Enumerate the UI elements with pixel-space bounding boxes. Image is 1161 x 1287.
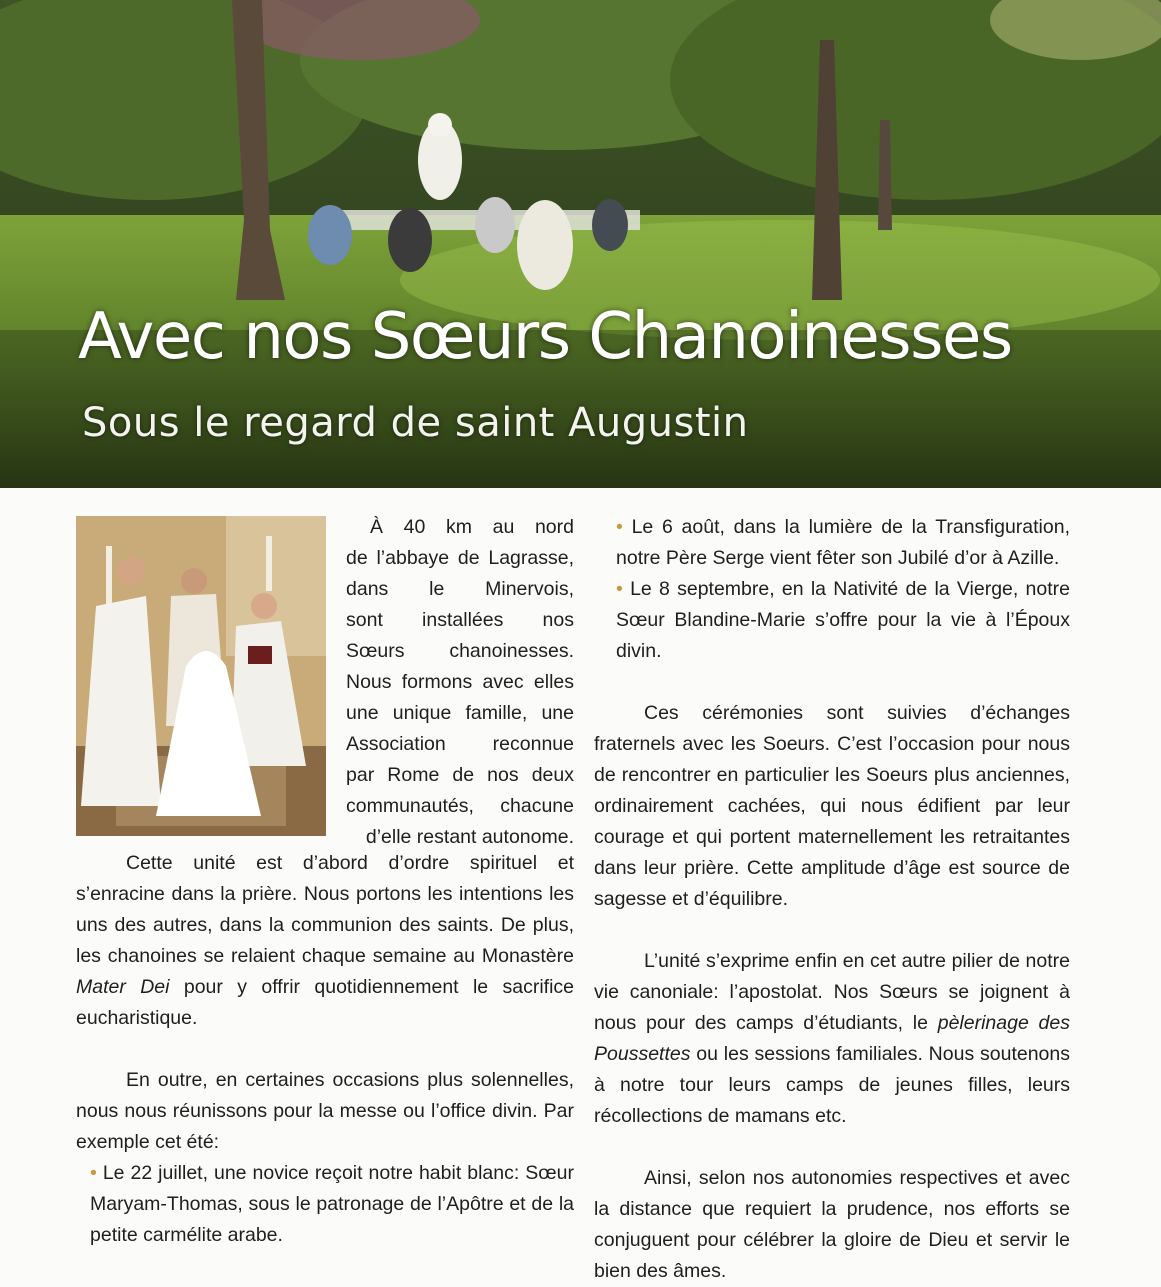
page-title: Avec nos Sœurs Chanoinesses (78, 300, 1012, 374)
right-column (594, 512, 1070, 1287)
page-subtitle: Sous le regard de saint Augustin (82, 400, 749, 446)
bullet-icon: • (616, 516, 623, 538)
paragraph-apostolate: L’unité s’exprime enfin en cet autre pilier de notre vie canoniale: l’apostolat. Nos Sœurs se joignent à nous pour des camps d’étudiants, le pèlerinage des Poussettes ou les sessions familiales. Nous soutenons à notre tour leurs camps de jeunes filles, leurs récollections de mamans etc. (594, 950, 1070, 1127)
hero-photo (0, 0, 1161, 488)
paragraph-occasions: En outre, en certaines occasions plus solennelles, nous nous réunissons pour la messe ou l’office divin. Par exemple cet été: (76, 1069, 574, 1153)
intro-line: Association reconnue (346, 733, 574, 755)
bullet-item-2: • Le 6 août, dans la lumière de la Transfiguration, notre Père Serge vient fêter son Jubilé d’or à Azille. (616, 516, 1070, 569)
paragraph-conclusion: Ainsi, selon nos autonomies respectives et avec la distance que requiert la prudence, nos efforts se conjuguent pour célébrer la gloire de Dieu et servir le bien des âmes. (594, 1167, 1070, 1282)
ceremony-illustration (76, 516, 326, 836)
intro-line: une unique famille, une (346, 702, 574, 724)
bullet-item-1: • Le 22 juillet, une novice reçoit notre habit blanc: Sœur Maryam-Thomas, sous le patronage de l’Apôtre et de la petite carmélite arabe. (90, 1162, 574, 1246)
bullet-item-3: • Le 8 septembre, en la Nativité de la Vierge, notre Sœur Blandine-Marie s’offre pour la vie à l’Époux divin. (616, 578, 1070, 662)
intro-line: sont installées nos (346, 609, 574, 631)
intro-line: de l’abbaye de Lagrasse, (346, 547, 574, 569)
bullet-icon: • (616, 578, 623, 600)
intro-line: d’elle restant autonome. (365, 826, 574, 848)
bullet-icon: • (90, 1162, 97, 1184)
intro-line: Sœurs chanoinesses. (346, 640, 574, 662)
ceremony-photo (76, 516, 326, 836)
intro-line: dans le Minervois, (346, 578, 574, 600)
paragraph-ceremonies: Ces cérémonies sont suivies d’échanges fraternels avec les Soeurs. C’est l’occasion pour nous de rencontrer en particulier les Soeurs plus anciennes, ordinairement cachées, qui nous édifient par leur courage et qui portent maternellement les retraitantes dans leur prière. Cette amplitude d’âge est source de sagesse et d’équilibre. (594, 702, 1070, 910)
left-column (76, 848, 574, 1251)
intro-paragraph (346, 512, 574, 853)
intro-line: par Rome de nos deux (346, 764, 574, 786)
intro-line: communautés, chacune (346, 795, 574, 817)
paragraph-unity: Cette unité est d’abord d’ordre spirituel et s’enracine dans la prière. Nous portons les intentions les uns des autres, dans la communion des saints. De plus, les chanoines se relaient chaque semaine au Monastère Mater Dei pour y offrir quotidiennement le sacrifice eucharistique. (76, 852, 575, 1029)
intro-line: À 40 km au nord (370, 516, 574, 538)
intro-line: Nous formons avec elles (346, 671, 574, 693)
